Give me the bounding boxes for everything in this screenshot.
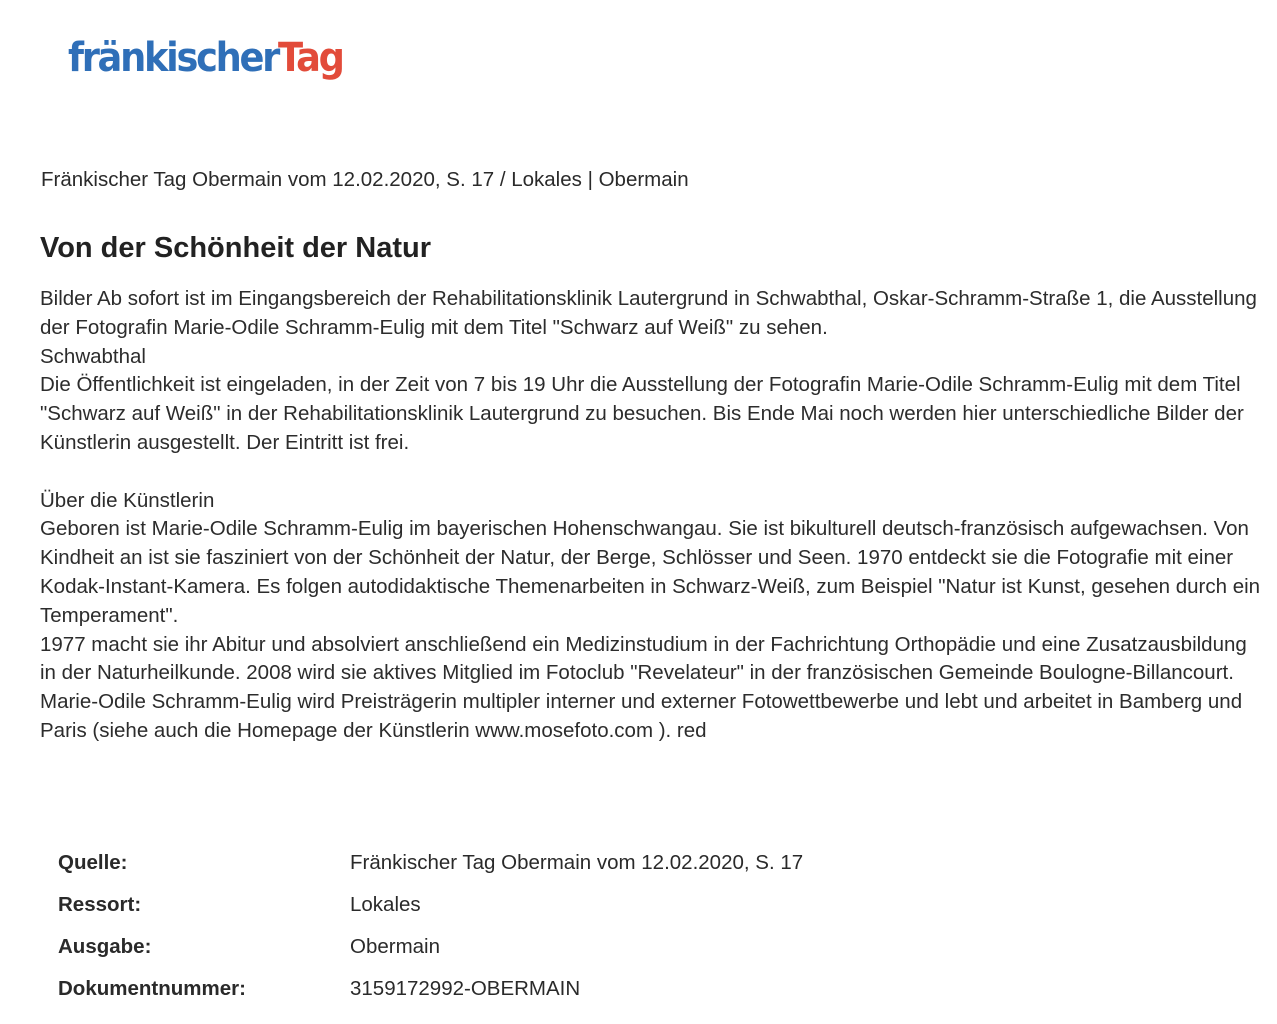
paragraph-invitation: Die Öffentlichkeit ist eingeladen, in der Zeit von 7 bis 19 Uhr die Ausstellung der Fotografin Marie-Odile Schramm-Eulig mit dem Titel "Schwarz auf Weiß" in der Rehabilitationsklinik Lautergrund zu besuchen. Bis Ende Mai noch werden hier unterschiedliche Bilder der Künstlerin ausgestellt. Der Eintritt ist frei. [40, 373, 1244, 454]
paragraph-intro: Bilder Ab sofort ist im Eingangsbereich der Rehabilitationsklinik Lautergrund in Schwabthal, Oskar-Schramm-Straße 1, die Ausstellung der Fotografin Marie-Odile Schramm-Eulig mit dem Titel "Schwarz auf Weiß" zu sehen. [40, 287, 1257, 339]
logo-text-tag: Tag [278, 35, 343, 81]
meta-key: Ressort: [58, 893, 142, 916]
paragraph-spacer [40, 458, 1268, 487]
document-metadata-table [58, 842, 803, 1010]
meta-key: Quelle: [58, 851, 128, 874]
meta-row-source [58, 842, 803, 884]
meta-row-section [58, 884, 803, 926]
article-body [40, 285, 1268, 746]
meta-row-document-number [58, 968, 803, 1010]
logo-text-fraenkischer: fränkischer [68, 35, 279, 81]
paragraph-biography: Geboren ist Marie-Odile Schramm-Eulig im bayerischen Hohenschwangau. Sie ist bikulturell deutsch-französisch aufgewachsen. Von Kindheit an ist sie fasziniert von der Schönheit der Natur, der Berge, Schlösser und Seen. 1970 entdeckt sie die Fotografie mit einer Kodak-Instant-Kamera. Es folgen autodidaktische Themenarbeiten in Schwarz-Weiß, zum Beispiel "Natur ist Kunst, gesehen durch ein Temperament". [40, 517, 1261, 627]
meta-value: Obermain [350, 935, 441, 958]
dateline: Fränkischer Tag Obermain vom 12.02.2020, S. 17 / Lokales | Obermain [41, 168, 689, 191]
section-heading-artist: Über die Künstlerin [40, 488, 215, 512]
meta-value: 3159172992-OBERMAIN [350, 977, 581, 1000]
meta-row-edition [58, 926, 803, 968]
paragraph-education: 1977 macht sie ihr Abitur und absolviert anschließend ein Medizinstudium in der Fachrichtung Orthopädie und eine Zusatzausbildung in der Naturheilkunde. 2008 wird sie aktives Mitglied im Fotoclub "Revelateur" in der französischen Gemeinde Boulogne-Billancourt. [40, 632, 1247, 685]
meta-key: Dokumentnummer: [58, 977, 246, 1000]
meta-value: Fränkischer Tag Obermain vom 12.02.2020, S. 17 [350, 851, 804, 874]
article-headline: Von der Schönheit der Natur [40, 232, 432, 264]
paragraph-awards: Marie-Odile Schramm-Eulig wird Preisträgerin multipler interner und externer Fotowettbewerbe und lebt und arbeitet in Bamberg und Paris (siehe auch die Homepage der Künstlerin www.mosefoto.com ). red [40, 690, 1243, 742]
paragraph-location: Schwabthal [40, 344, 146, 368]
meta-value: Lokales [350, 893, 421, 916]
newspaper-logo [68, 35, 343, 81]
meta-key: Ausgabe: [58, 935, 152, 958]
